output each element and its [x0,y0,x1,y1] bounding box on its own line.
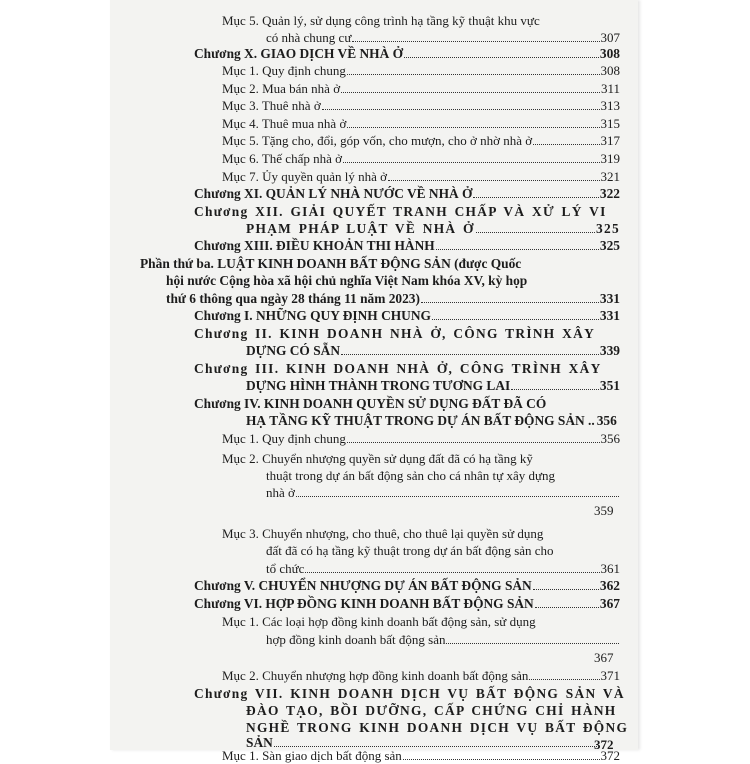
dot-leader [404,56,599,58]
toc-line [194,361,602,377]
toc-page-number: 315 [600,116,620,131]
toc-page-number: 362 [599,578,620,593]
toc-line [222,98,620,114]
toc-chapter-text: Chương II. KINH DOANH NHÀ Ở, CÔNG TRÌNH XÂY [194,326,596,341]
toc-line [194,326,595,342]
dot-leader [511,388,599,390]
dot-leader [476,231,595,233]
dot-leader [446,642,619,644]
toc-line [246,720,628,736]
toc-line [222,13,540,29]
dot-leader [403,758,600,760]
toc-line [194,596,620,612]
toc-chapter-text: DỰNG CÓ SẴN [246,343,340,358]
toc-page-number: 317 [600,133,620,148]
toc-chapter-text: Chương XI. QUẢN LÝ NHÀ NƯỚC VỀ NHÀ Ở [194,186,473,201]
toc-page-number: 307 [600,30,620,45]
dot-leader [347,441,600,443]
toc-page-number: 367 [594,650,614,665]
toc-line [246,378,620,394]
toc-chapter-text: Chương XIII. ĐIỀU KHOẢN THI HÀNH [194,238,435,253]
toc-line [222,151,620,167]
toc-page-number: 339 [599,343,620,358]
toc-page-number: 308 [600,63,620,78]
toc-line [222,614,536,630]
toc-line [266,485,620,501]
toc-line [194,46,620,62]
toc-line [194,308,620,324]
dot-leader [352,40,599,42]
toc-page-number: 359 [594,503,614,518]
toc-line [222,133,620,149]
toc-entry-text: Mục 1. Các loại hợp đồng kinh doanh bất động sản, sử dụng [222,614,536,629]
toc-page-number: 319 [600,151,620,166]
dot-leader [533,143,599,145]
dot-leader [473,196,598,198]
toc-page-number: 311 [600,81,620,96]
toc-line [194,238,620,254]
toc-line [166,291,620,307]
toc-chapter-text: Chương VI. HỢP ĐỒNG KINH DOANH BẤT ĐỘNG SẢN [194,596,534,611]
toc-chapter-text: SẢN [246,735,273,750]
toc-line [266,543,554,559]
toc-line [222,169,620,185]
toc-entry-text: đất đã có hạ tầng kỹ thuật trong dự án bất động sản cho [266,543,554,558]
toc-page-number: 371 [600,668,620,683]
toc-chapter-text: NGHỀ TRONG KINH DOANH DỊCH VỤ BẤT ĐỘNG [246,720,629,735]
toc-line [246,703,617,719]
toc-line [166,273,527,289]
toc-entry-text: Mục 2. Mua bán nhà ở [222,81,341,96]
toc-chapter-text: Chương V. CHUYỂN NHƯỢNG DỰ ÁN BẤT ĐỘNG SẢN [194,578,532,593]
toc-page-number: 356 [596,413,617,428]
toc-line [222,451,533,467]
toc-chapter-text: Chương I. NHỮNG QUY ĐỊNH CHUNG [194,308,431,323]
dot-leader [274,745,597,747]
toc-entry-text: Mục 2. Chuyển nhượng quyền sử dụng đất đã có hạ tầng kỹ [222,451,533,466]
toc-part-text: hội nước Cộng hòa xã hội chủ nghĩa Việt Nam khóa XV, kỳ họp [166,273,528,288]
toc-entry-text: Mục 1. Sàn giao dịch bất động sản [222,748,402,763]
toc-part-text: Phần thứ ba. LUẬT KINH DOANH BẤT ĐỘNG SẢN (được Quốc [140,256,522,271]
toc-page-number: 313 [600,98,620,113]
toc-entry-text: Mục 7. Ủy quyền quản lý nhà ở [222,169,388,184]
toc-chapter-text: HẠ TẦNG KỸ THUẬT TRONG DỰ ÁN BẤT ĐỘNG SẢN .. [246,413,595,428]
toc-page-number: 372 [600,748,620,763]
toc-part-text: thứ 6 thông qua ngày 28 tháng 11 năm 2023) [166,291,420,306]
toc-line [246,413,620,429]
toc-line [222,748,620,764]
toc-chapter-text: DỰNG HÌNH THÀNH TRONG TƯƠNG LAI [246,378,511,393]
toc-page-number: 322 [599,186,620,201]
toc-entry-text: Mục 3. Chuyển nhượng, cho thuê, cho thuê lại quyền sử dụng [222,526,544,541]
dot-leader [436,248,599,250]
dot-leader [341,91,600,93]
toc-line [194,186,620,202]
dot-leader [347,73,600,75]
dot-leader [535,606,599,608]
toc-entry-text: thuật trong dự án bất động sản cho cá nhân tự xây dựng [266,468,556,483]
toc-entry-text: Mục 3. Thuê nhà ở [222,98,321,113]
dot-leader [305,571,599,573]
toc-page-number: 361 [600,561,620,576]
toc-line [266,561,620,577]
toc-entry-text: Mục 2. Chuyển nhượng hợp đồng kinh doanh bất động sản [222,668,529,683]
toc-line [194,578,620,594]
toc-page-number: 321 [600,169,620,184]
toc-line [222,668,620,684]
dot-leader [533,588,599,590]
dot-leader [343,161,600,163]
toc-line [194,686,625,702]
toc-line [222,431,620,447]
toc-page-number: 331 [599,291,620,306]
toc-chapter-text: Chương IV. KINH DOANH QUYỀN SỬ DỤNG ĐẤT ĐÃ CÓ [194,396,547,411]
toc-entry-text: nhà ở [266,485,295,500]
toc-chapter-text: Chương III. KINH DOANH NHÀ Ở, CÔNG TRÌNH XÂY [194,361,602,376]
toc-chapter-text: Chương VII. KINH DOANH DỊCH VỤ BẤT ĐỘNG SẢN VÀ [194,686,625,701]
toc-page-number: 308 [599,46,620,61]
toc-chapter-text: Chương XII. GIẢI QUYẾT TRANH CHẤP VÀ XỬ LÝ VI [194,204,607,219]
toc-entry-text: Mục 1. Quy định chung [222,431,346,446]
toc-page-number: 351 [599,378,620,393]
toc-chapter-text: Chương X. GIAO DỊCH VỀ NHÀ Ở [194,46,404,61]
dot-leader [322,108,600,110]
dot-leader [347,126,599,128]
dot-leader [296,495,619,497]
dot-leader [421,301,599,303]
toc-page-number: 331 [599,308,620,323]
toc-line [194,396,546,412]
toc-chapter-text: PHẠM PHÁP LUẬT VỀ NHÀ Ở [246,221,475,236]
toc-entry-text: có nhà chung cư [266,30,352,45]
toc-entry-text: Mục 6. Thế chấp nhà ở [222,151,342,166]
toc-entry-text: Mục 1. Quy định chung [222,63,346,78]
toc-line [222,63,620,79]
toc-line [246,343,620,359]
dot-leader [388,179,599,181]
toc-line [266,632,620,648]
toc-entry-text: Mục 5. Tặng cho, đổi, góp vốn, cho mượn, cho ở nhờ nhà ở [222,133,533,148]
toc-line [140,256,521,272]
toc-line [194,204,607,220]
toc-page-number: 356 [600,431,620,446]
toc-entry-text: tổ chức [266,561,305,576]
toc-line [246,221,620,237]
toc-entry-text: Mục 5. Quản lý, sử dụng công trình hạ tầng kỹ thuật khu vực [222,13,540,28]
toc-line [222,81,620,97]
toc-page-number: 372 [594,737,614,752]
toc-line [222,116,620,132]
dot-leader [432,318,599,320]
dot-leader [529,678,599,680]
dot-leader [341,353,599,355]
toc-line [266,30,620,46]
toc-entry-text: Mục 4. Thuê mua nhà ở [222,116,347,131]
toc-line [222,526,543,542]
toc-page-number: 325 [596,221,620,236]
toc-entry-text: hợp đồng kinh doanh bất động sản [266,632,446,647]
toc-page [110,0,638,763]
toc-page-number: 325 [599,238,620,253]
toc-page-number: 367 [599,596,620,611]
toc-line [266,468,555,484]
toc-chapter-text: ĐÀO TẠO, BỒI DƯỠNG, CẤP CHỨNG CHỈ HÀNH [246,703,617,718]
